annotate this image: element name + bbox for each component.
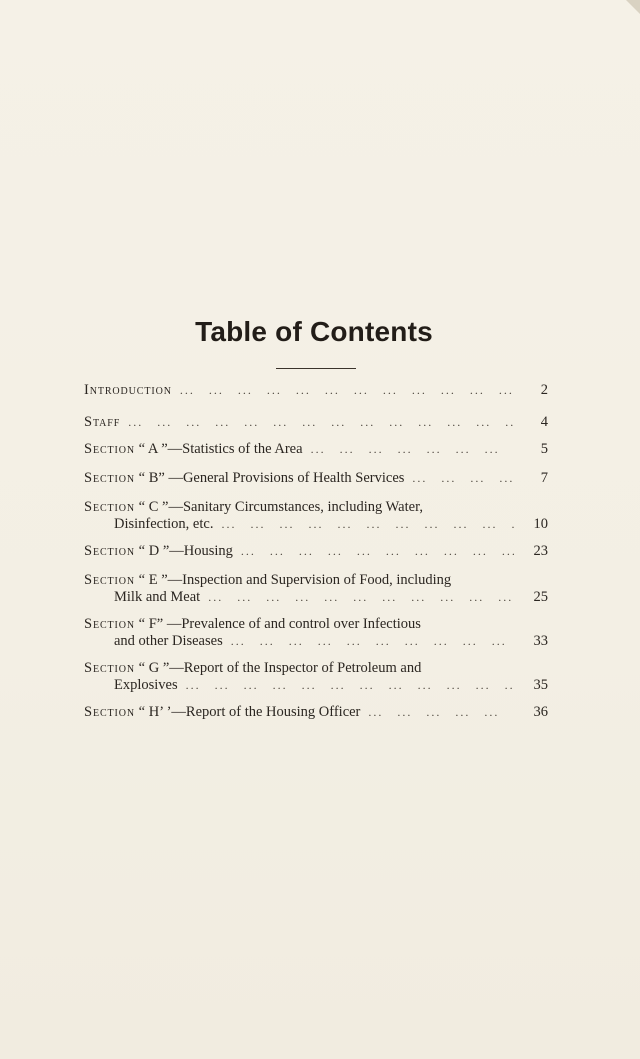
leader-dots [311, 441, 514, 458]
title-rule [276, 368, 356, 369]
toc-label: Section [84, 499, 136, 515]
toc-description-continued: Milk and Meat [114, 589, 201, 605]
leader-dots [221, 516, 514, 533]
toc-page-number: 5 [540, 441, 548, 457]
toc-entry-section-b [84, 470, 548, 487]
toc-page-number: 4 [540, 414, 548, 430]
toc-description-continued: Disinfection, etc. [114, 516, 214, 532]
toc-page-number: 36 [533, 704, 548, 720]
toc-description: “ F” —Prevalence of and control over Infectious [138, 616, 421, 632]
page-corner [626, 0, 640, 14]
toc-description: “ G ”—Report of the Inspector of Petroleum and [138, 660, 422, 676]
toc-description-continued: Explosives [114, 677, 178, 693]
toc-page-number: 2 [540, 382, 548, 398]
leader-dots [186, 677, 514, 694]
toc-page-number: 33 [533, 633, 548, 649]
page-title: Table of Contents [195, 316, 433, 347]
leader-dots [180, 382, 514, 399]
toc-entry-introduction [84, 382, 548, 399]
toc-entry-section-a [84, 441, 548, 458]
toc-page-number: 7 [540, 470, 548, 486]
leader-dots [368, 704, 514, 721]
toc-entry-staff [84, 414, 548, 431]
leader-dots [412, 470, 514, 487]
toc-description: “ H’ ’—Report of the Housing Officer [138, 704, 361, 720]
toc-label: Section [84, 441, 136, 457]
toc-entry-section-e [84, 572, 548, 606]
toc-description: “ B” —General Provisions of Health Services [138, 470, 405, 486]
toc-page-number: 25 [533, 589, 548, 605]
toc-label: Section [84, 543, 136, 559]
toc-description-continued: and other Diseases [114, 633, 223, 649]
toc-label: Section [84, 572, 136, 588]
toc-description: “ E ”—Inspection and Supervision of Food, including [138, 572, 452, 588]
leader-dots [241, 543, 514, 560]
toc-label: Section [84, 616, 136, 632]
leader-dots [128, 414, 514, 431]
toc-entry-section-c [84, 499, 548, 533]
leader-dots [231, 633, 514, 650]
toc-label: Introduction [84, 382, 172, 398]
toc-description: “ A ”—Statistics of the Area [138, 441, 303, 457]
toc-description: “ D ”—Housing [138, 543, 233, 559]
toc-entry-section-d [84, 543, 548, 560]
toc-page-number: 10 [533, 516, 548, 532]
toc-entry-section-f [84, 616, 548, 650]
toc-page-number: 23 [533, 543, 548, 559]
leader-dots [208, 589, 514, 606]
toc-label: Section [84, 470, 136, 486]
toc-label: Staff [84, 414, 121, 430]
toc-label: Section [84, 704, 136, 720]
toc-label: Section [84, 660, 136, 676]
toc-entry-section-g [84, 660, 548, 694]
toc-entry-section-h [84, 704, 548, 721]
toc-page-number: 35 [533, 677, 548, 693]
toc-description: “ C ”—Sanitary Circumstances, including Water, [138, 499, 423, 515]
